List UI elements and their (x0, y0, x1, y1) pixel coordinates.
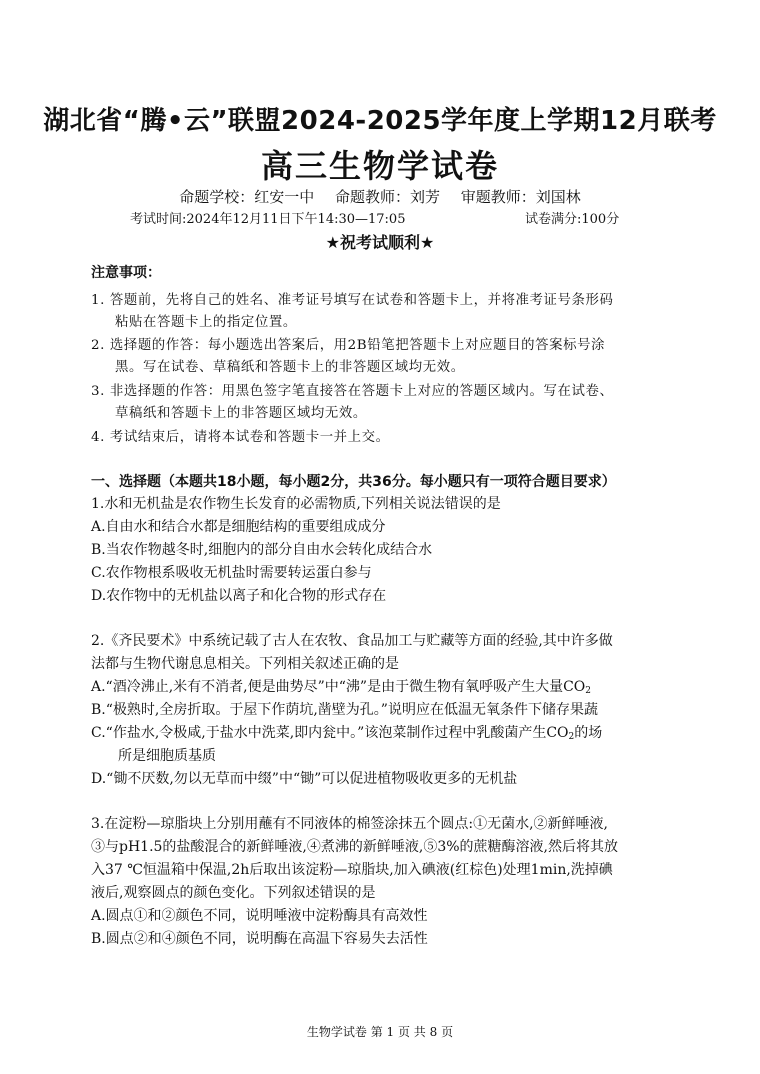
school-label: 命题学校：红安一中 (179, 188, 315, 206)
q1-option-a: A.自由水和结合水都是细胞结构的重要组成成分 (91, 519, 386, 535)
section-heading-choice: 一、选择题（本题共18小题，每小题2分，共36分。每小题只有一项符合题目要求） (91, 474, 616, 490)
q2-option-a: A.“酒冷沸止,米有不消者,便是曲势尽”中“沸”是由于微生物有氧呼吸产生大量$CO_2$ (91, 679, 592, 696)
q2-option-c: C.“作盐水,令极咸,于盐水中洗菜,即内瓮中。”该泡菜制作过程中乳酸菌产生$CO_2$的场 (91, 725, 603, 742)
notice-item-2-cont: 黑。写在试卷、草稿纸和答题卡上的非答题区域均无效。 (115, 360, 465, 375)
notice-item-2: 2. 选择题的作答：每小题选出答案后，用2B铅笔把答题卡上对应题目的答案标号涂 (91, 338, 606, 353)
notice-heading: 注意事项： (91, 265, 161, 281)
q2-stem-line1: 2.《齐民要术》中系统记载了古人在农牧、食品加工与贮藏等方面的经验,其中许多做 (91, 633, 613, 649)
page-footer: 生物学试卷 第 1 页 共 8 页 (306, 1025, 454, 1039)
authors-line (0, 186, 760, 207)
q3-stem-line4: 液后,观察圆点的颜色变化。下列叙述错误的是 (91, 885, 376, 901)
notice-item-3-cont: 草稿纸和答题卡上的非答题区域均无效。 (115, 406, 367, 421)
q3-stem-line1: 3.在淀粉—琼脂块上分别用蘸有不同液体的棉签涂抹五个圆点:①无菌水,②新鲜唾液, (91, 816, 608, 832)
q3-option-a: A.圆点①和②颜色不同，说明唾液中淀粉酶具有高效性 (91, 908, 428, 924)
setter-label: 命题教师：刘芳 (334, 188, 440, 206)
q1-option-d: D.农作物中的无机盐以离子和化合物的形式存在 (91, 588, 387, 604)
notice-item-1-cont: 粘贴在答题卡上的指定位置。 (115, 315, 297, 330)
full-score: 试卷满分:100分 (525, 212, 620, 227)
exam-title-line2: 高三生物学试卷 (260, 147, 499, 185)
q1-option-b: B.当农作物越冬时,细胞内的部分自由水会转化成结合水 (91, 542, 433, 558)
notice-item-3: 3. 非选择题的作答：用黑色签字笔直接答在答题卡上对应的答题区域内。写在试卷、 (91, 384, 614, 399)
good-luck-banner: ★祝考试顺利★ (325, 233, 435, 252)
notice-item-1: 1. 答题前，先将自己的姓名、准考证号填写在试卷和答题卡上，并将准考证号条形码 (91, 293, 614, 308)
q1-option-c: C.农作物根系吸收无机盐时需要转运蛋白参与 (91, 565, 372, 581)
exam-title-line1: 湖北省“腾•云”联盟2024-2025学年度上学期12月联考 (43, 106, 717, 136)
q2-option-d: D.“锄不厌数,勿以无草而中缀”中“锄”可以促进植物吸收更多的无机盐 (91, 771, 518, 787)
q3-stem-line3: 入37 ℃恒温箱中保温,2h后取出该淀粉—琼脂块,加入碘液(红棕色)处理1min,洗掉碘 (91, 862, 613, 878)
q2-stem-line2: 法都与生物代谢息息相关。下列相关叙述正确的是 (91, 656, 399, 672)
q3-stem-line2: ③与pH1.5的盐酸混合的新鲜唾液,④煮沸的新鲜唾液,⑤3%的蔗糖酶溶液,然后将其放 (91, 839, 618, 855)
reviewer-label: 审题教师：刘国林 (460, 188, 581, 206)
exam-time: 考试时间:2024年12月11日下午14:30—17:05 (130, 212, 406, 227)
q2-option-c-cont: 所是细胞质基质 (118, 748, 216, 764)
q3-option-b: B.圆点②和④颜色不同，说明酶在高温下容易失去活性 (91, 931, 428, 947)
q2-option-b: B.“极熟时,全房折取。于屋下作荫坑,凿壁为孔。”说明应在低温无氧条件下储存果蔬 (91, 702, 598, 718)
q1-stem: 1.水和无机盐是农作物生长发育的必需物质,下列相关说法错误的是 (91, 496, 501, 512)
notice-item-4: 4. 考试结束后，请将本试卷和答题卡一并上交。 (91, 430, 390, 445)
